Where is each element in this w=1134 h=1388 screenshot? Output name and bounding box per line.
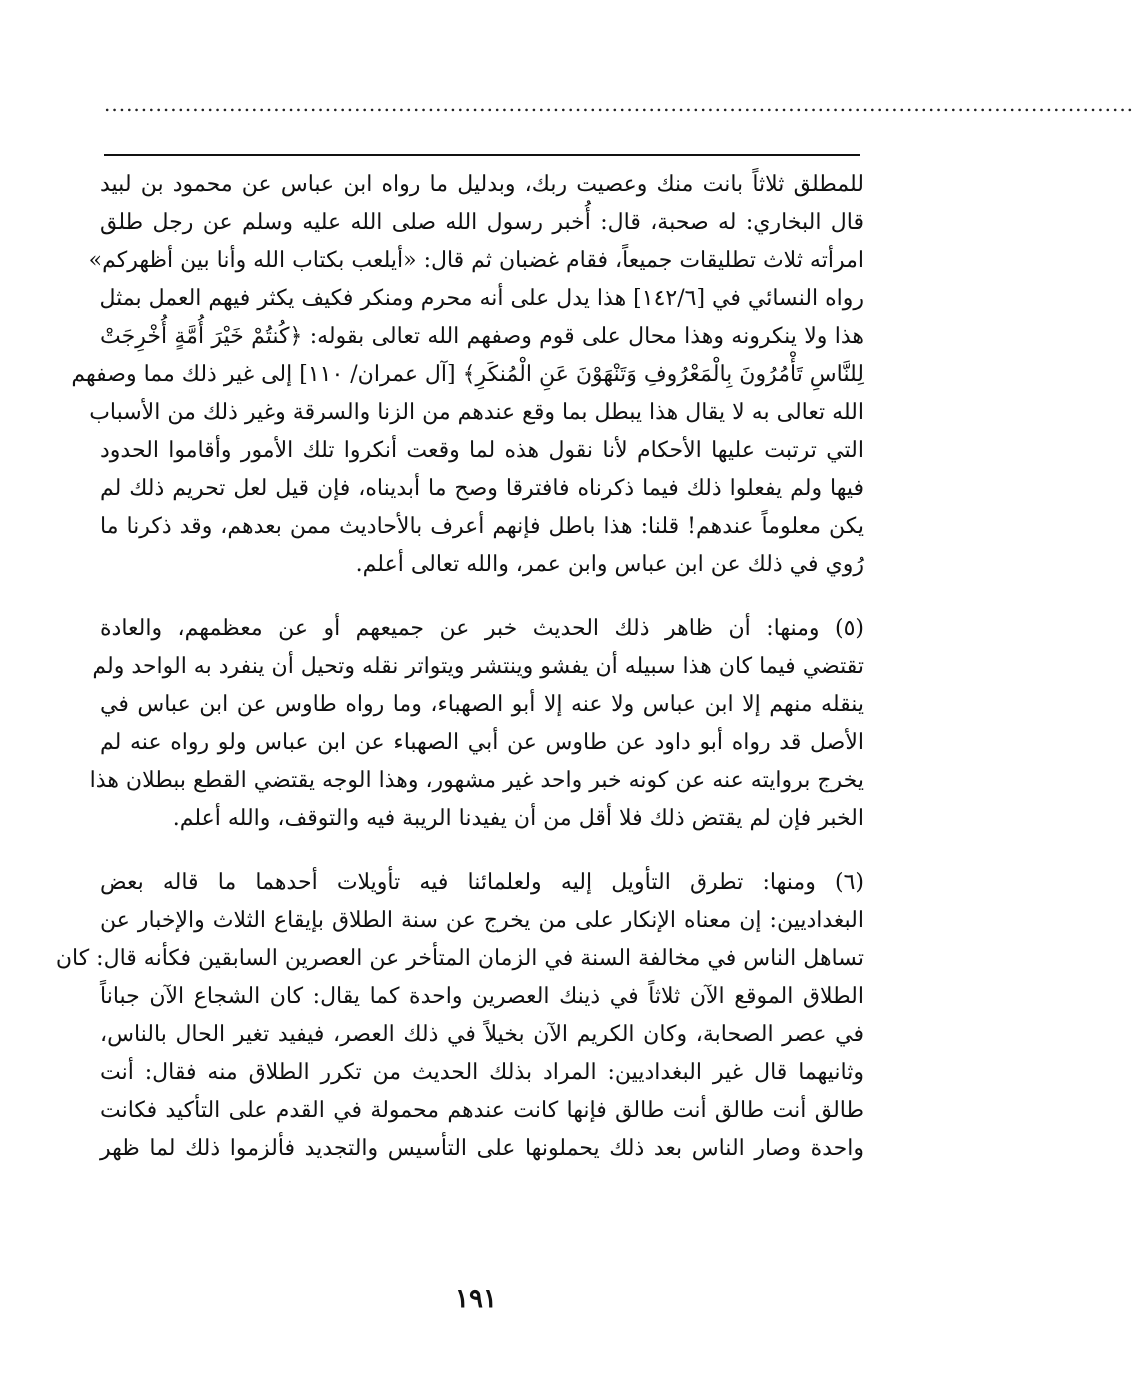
page-body [55, 166, 864, 1168]
text-line: الله تعالى به لا يقال هذا يبطل بما وقع عندهم من الزنا والسرقة وغير ذلك من الأسباب [89, 400, 864, 425]
header-rule [104, 154, 860, 156]
text-line: الأصل قد رواه أبو داود عن طاوس عن أبي الصهباء عن ابن عباس ولو رواه عنه لم [100, 730, 864, 755]
paragraph-3 [55, 864, 864, 1168]
text-line: تقتضي فيما كان هذا سبيله أن يفشو وينتشر ويتواتر نقله وتحيل أن ينفرد به الواحد ولم [92, 654, 864, 679]
paragraph-1 [71, 166, 864, 584]
page-number: ١٩١ [455, 1284, 497, 1314]
text-line: قال البخاري: له صحبة، قال: أُخبر رسول الله صلى الله عليه وسلم عن رجل طلق [100, 210, 864, 235]
text-line: البغداديين: إن معناه الإنكار على من يخرج عن سنة الطلاق بإيقاع الثلاث والإخبار عن [100, 908, 864, 933]
text-line: في عصر الصحابة، وكان الكريم الآن بخيلاً في ذلك العصر، فيفيد تغير الحال بالناس، [100, 1022, 864, 1047]
text-line: لِلنَّاسِ تَأْمُرُونَ بِالْمَعْرُوفِ وَتَنْهَوْنَ عَنِ الْمُنكَرِ﴾ [آل عمران/ ١١٠] إلى غير ذلك مما وصفهم [71, 362, 864, 387]
text-line: تساهل الناس في مخالفة السنة في الزمان المتأخر عن العصرين السابقين فكأنه قال: كان [55, 946, 864, 971]
header-dotted-line: ............................................................................................................................................ [104, 92, 1134, 116]
text-line: واحدة وصار الناس بعد ذلك يحملونها على التأسيس والتجديد فألزموا ذلك لما ظهر [100, 1136, 864, 1161]
text-line: للمطلق ثلاثاً بانت منك وعصيت ربك، وبدليل ما رواه ابن عباس عن محمود بن لبيد [100, 172, 864, 197]
text-line: وثانيهما قال غير البغداديين: المراد بذلك الحديث من تكرر الطلاق منه فقال: أنت [100, 1060, 864, 1085]
text-line: يكن معلوماً عندهم! قلنا: هذا باطل فإنهم أعرف بالأحاديث ممن بعدهم، وقد ذكرنا ما [100, 514, 864, 539]
text-line: (٦) ومنها: تطرق التأويل إليه ولعلمائنا فيه تأويلات أحدهما ما قاله بعض [100, 870, 864, 895]
text-line: الخبر فإن لم يقتض ذلك فلا أقل من أن يفيدنا الريبة فيه والتوقف، والله أعلم. [172, 806, 864, 831]
text-line: يخرج بروايته عنه عن كونه خبر واحد غير مشهور، وهذا الوجه يقتضي القطع ببطلان هذا [89, 768, 864, 793]
text-line: رواه النسائي في [١٤٢/٦] هذا يدل على أنه محرم ومنكر فكيف يكثر فيهم العمل بمثل [99, 286, 864, 311]
text-line: طالق أنت طالق أنت طالق فإنها كانت عندهم محمولة في القدم على التأكيد فكانت [100, 1098, 864, 1123]
text-line: الطلاق الموقع الآن ثلاثاً في ذينك العصرين واحدة كما يقال: كان الشجاع الآن جباناً [100, 984, 864, 1009]
text-line: رُوي في ذلك عن ابن عباس وابن عمر، والله تعالى أعلم. [355, 552, 864, 577]
text-line: فيها ولم يفعلوا ذلك فيما ذكرناه فافترقا وصح ما أبديناه، فإن قيل لعل تحريم ذلك لم [100, 476, 864, 501]
paragraph-2 [89, 610, 864, 838]
text-line: هذا ولا ينكرونه وهذا محال على قوم وصفهم الله تعالى بقوله: ﴿كُنتُمْ خَيْرَ أُمَّةٍ أُخْرِجَتْ [100, 324, 864, 349]
text-line: (٥) ومنها: أن ظاهر ذلك الحديث خبر عن جميعهم أو عن معظمهم، والعادة [100, 616, 864, 641]
text-line: ينقله منهم إلا ابن عباس ولا عنه إلا أبو الصهباء، وما رواه طاوس عن ابن عباس في [100, 692, 864, 717]
text-line: امرأته ثلاث تطليقات جميعاً، فقام غضبان ثم قال: «أيلعب بكتاب الله وأنا بين أظهركم» [88, 248, 864, 273]
text-line: التي ترتبت عليها الأحكام لأنا نقول هذه لما وقعت أنكروا تلك الأمور وأقاموا الحدود [100, 438, 864, 463]
